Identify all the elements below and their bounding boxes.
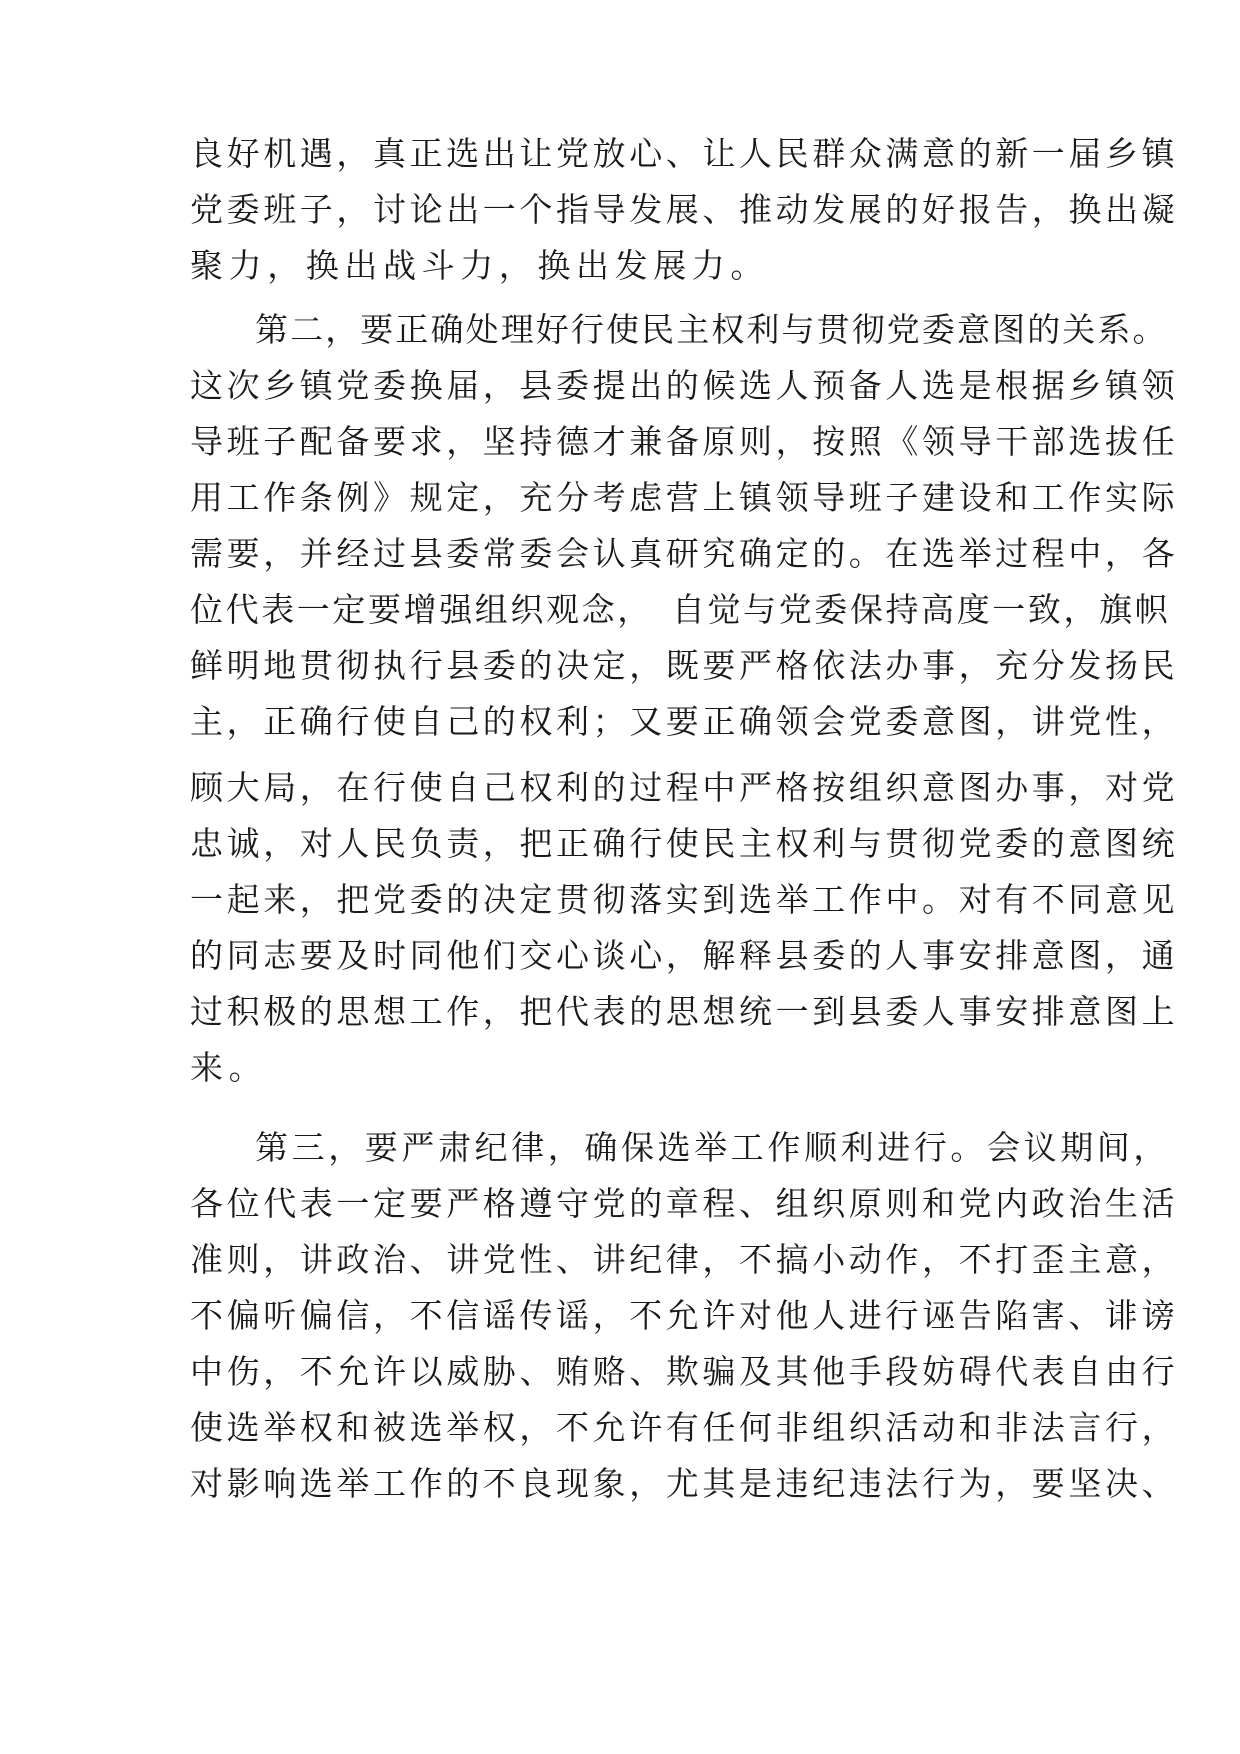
text-line: 用工作条例》规定，充分考虑营上镇领导班子建设和工作实际 (190, 478, 1179, 517)
text-line: 准则，讲政治、讲党性、讲纪律，不搞小动作，不打歪主意， (190, 1240, 1179, 1279)
text-line: 顾大局，在行使自己权利的过程中严格按组织意图办事，对党 (190, 768, 1179, 807)
text-line: 来。 (190, 1048, 268, 1087)
text-line: 第二，要正确处理好行使民主权利与贯彻党委意图的关系。 (255, 310, 1168, 349)
text-line: 不偏听偏信，不信谣传谣，不允许对他人进行诬告陷害、诽谤 (190, 1296, 1179, 1335)
text-line: 中伤，不允许以威胁、贿赂、欺骗及其他手段妨碍代表自由行 (190, 1352, 1179, 1391)
text-line: 党委班子，讨论出一个指导发展、推动发展的好报告，换出凝 (190, 190, 1179, 229)
text-line: 忠诚，对人民负责，把正确行使民主权利与贯彻党委的意图统 (190, 824, 1179, 863)
text-line: 聚力，换出战斗力，换出发展力。 (190, 246, 769, 285)
text-line: 一起来，把党委的决定贯彻落实到选举工作中。对有不同意见 (190, 880, 1179, 919)
text-line: 对影响选举工作的不良现象，尤其是违纪违法行为，要坚决、 (190, 1464, 1179, 1503)
text-line: 使选举权和被选举权，不允许有任何非组织活动和非法言行， (190, 1408, 1179, 1447)
text-line: 良好机遇，真正选出让党放心、让人民群众满意的新一届乡镇 (190, 134, 1179, 173)
text-line: 导班子配备要求，坚持德才兼备原则，按照《领导干部选拔任 (190, 422, 1179, 461)
text-line: 的同志要及时同他们交心谈心，解释县委的人事安排意图，通 (190, 936, 1179, 975)
text-line: 鲜明地贯彻执行县委的决定，既要严格依法办事，充分发扬民 (190, 646, 1179, 685)
text-line: 主，正确行使自己的权利；又要正确领会党委意图，讲党性， (190, 702, 1179, 741)
text-line: 这次乡镇党委换届，县委提出的候选人预备人选是根据乡镇领 (190, 366, 1179, 405)
text-line: 第三，要严肃纪律，确保选举工作顺利进行。会议期间， (255, 1128, 1170, 1167)
text-line: 过积极的思想工作，把代表的思想统一到县委人事安排意图上 (190, 992, 1179, 1031)
text-line: 位代表一定要增强组织观念， 自觉与党委保持高度一致，旗帜 (190, 590, 1171, 629)
text-line: 需要，并经过县委常委会认真研究确定的。在选举过程中，各 (190, 534, 1179, 573)
text-line: 各位代表一定要严格遵守党的章程、组织原则和党内政治生活 (190, 1184, 1179, 1223)
